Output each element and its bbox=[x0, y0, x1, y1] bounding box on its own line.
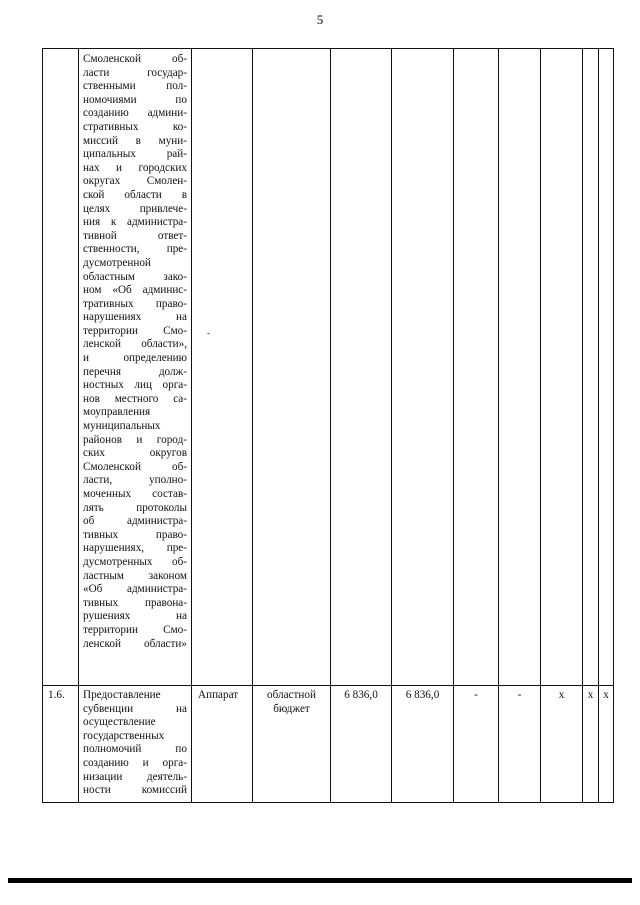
funding-source-line2: бюджет bbox=[273, 702, 310, 715]
description-line: территории Смо- bbox=[83, 324, 187, 337]
description-line: ственности, пре- bbox=[83, 243, 187, 256]
description-line: территории Смо- bbox=[83, 623, 187, 636]
description-line: созданию админи- bbox=[83, 107, 187, 120]
row-description-line: осуществление bbox=[83, 716, 156, 729]
description-line: нарушениях на bbox=[83, 311, 187, 324]
description-line: рушениях на bbox=[83, 610, 187, 623]
description-line: перечня долж- bbox=[83, 365, 187, 378]
funding-source-cell bbox=[253, 689, 330, 716]
description-line: тивной ответ- bbox=[83, 229, 187, 242]
row-description-line: низации деятель- bbox=[83, 770, 187, 783]
description-line: ленской области», bbox=[83, 338, 187, 351]
description-line: округах Смолен- bbox=[83, 175, 187, 188]
year1-amount-cell: 6 836,0 bbox=[405, 689, 440, 701]
description-line: ном «Об админис- bbox=[83, 284, 187, 297]
description-line: ленской области» bbox=[83, 637, 187, 650]
budget-table bbox=[42, 48, 614, 803]
total-amount-cell: 6 836,0 bbox=[344, 689, 378, 701]
description-line: тивных правона- bbox=[83, 596, 187, 609]
row-description-line: субвенции на bbox=[83, 702, 187, 715]
description-line: дусмотренной bbox=[83, 256, 151, 269]
description-line: ластным законом bbox=[83, 569, 187, 582]
description-line: областным зако- bbox=[83, 270, 187, 283]
description-line: ципальных рай- bbox=[83, 148, 187, 161]
stray-mark: - bbox=[207, 328, 210, 338]
description-line: стративных ко- bbox=[83, 120, 187, 133]
year3-amount-cell: - bbox=[517, 689, 522, 701]
description-line: ских округов bbox=[83, 447, 187, 460]
description-line: Смоленской об- bbox=[83, 53, 187, 65]
row-description-line: государственных bbox=[83, 729, 165, 742]
description-line: ственными пол- bbox=[83, 80, 187, 93]
table-top-border bbox=[42, 48, 614, 49]
description-line: ния к администра- bbox=[83, 216, 187, 229]
executor-cell: Аппарат bbox=[198, 689, 239, 701]
row-description-line: ности комиссий bbox=[83, 784, 187, 797]
description-line: моуправления bbox=[83, 406, 151, 419]
row-divider bbox=[42, 685, 614, 686]
col-border bbox=[613, 48, 614, 803]
row-description-line: полномочий по bbox=[83, 743, 187, 756]
description-line: муниципальных bbox=[83, 420, 161, 433]
year2-amount-cell: - bbox=[474, 689, 478, 701]
description-line: «Об администра- bbox=[83, 583, 187, 596]
description-line: ласти, уполно- bbox=[83, 474, 187, 487]
page-bottom-rule bbox=[8, 878, 632, 883]
row-description-line: Предоставление bbox=[83, 689, 161, 701]
description-line: ской области в bbox=[83, 188, 187, 201]
funding-source-line1: областной bbox=[267, 689, 316, 701]
description-line: номочиями по bbox=[83, 93, 187, 106]
description-line: нов местного са- bbox=[83, 392, 187, 405]
row-description-line: созданию и орга- bbox=[83, 756, 187, 769]
description-line: миссий в муни- bbox=[83, 134, 187, 147]
table-bottom-border bbox=[42, 802, 614, 803]
description-line: и определению bbox=[83, 352, 187, 365]
description-line: районов и город- bbox=[83, 433, 187, 446]
description-line: дусмотренных об- bbox=[83, 555, 187, 568]
description-line: ностных лиц орга- bbox=[83, 379, 187, 392]
description-line: нарушениях, пре- bbox=[83, 542, 187, 555]
col-border bbox=[42, 48, 43, 803]
indicator2-cell: х bbox=[587, 689, 594, 701]
col-border bbox=[78, 48, 79, 803]
description-line: моченных состав- bbox=[83, 488, 187, 500]
description-line: тративных право- bbox=[83, 297, 187, 310]
description-line: нах и городских bbox=[83, 161, 187, 174]
indicator1-cell: х bbox=[558, 689, 565, 701]
row-description-cell bbox=[83, 689, 187, 798]
indicator3-cell: х bbox=[603, 689, 609, 701]
col-border bbox=[191, 48, 192, 803]
description-line: Смоленской об- bbox=[83, 460, 187, 473]
description-line: целях привлече- bbox=[83, 202, 187, 215]
description-line: лять протоколы bbox=[83, 501, 187, 514]
description-line: об администра- bbox=[83, 515, 187, 528]
continued-description-cell bbox=[83, 53, 187, 651]
description-line: тивных право- bbox=[83, 528, 187, 541]
page-number: 5 bbox=[316, 12, 324, 27]
row-number: 1.6. bbox=[48, 689, 65, 701]
description-line: ласти государ- bbox=[83, 66, 187, 79]
